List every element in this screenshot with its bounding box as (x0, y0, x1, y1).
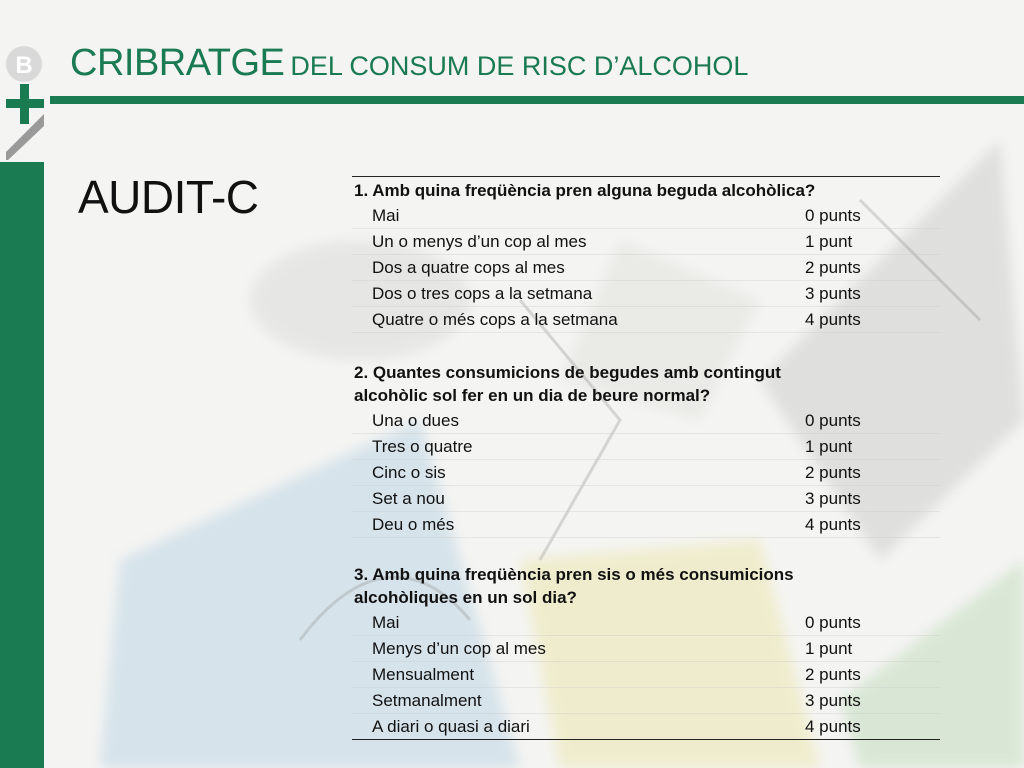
question-3-line-1: 3. Amb quina freqüència pren sis o més consumicions (354, 565, 794, 584)
option-label: Cinc o sis (372, 463, 446, 482)
option-points: 3 punts (805, 489, 861, 508)
list-item (352, 281, 940, 307)
option-points: 2 punts (805, 258, 861, 277)
left-accent-bar (0, 162, 44, 768)
option-points: 0 punts (805, 206, 861, 225)
list-item (352, 636, 940, 662)
list-item (352, 486, 940, 512)
list-item (352, 408, 940, 434)
option-label: Deu o més (372, 515, 455, 534)
section-spacer (352, 538, 940, 563)
option-label: A diari o quasi a diari (372, 717, 530, 736)
option-points: 0 punts (805, 613, 861, 632)
question-2-line-1: 2. Quantes consumicions de begudes amb contingut (354, 363, 781, 382)
option-label: Un o menys d’un cop al mes (372, 232, 587, 251)
question-3-text (352, 563, 940, 610)
list-item (352, 512, 940, 538)
option-points: 4 punts (805, 717, 861, 736)
section-spacer (352, 333, 940, 361)
page-title-main: CRIBRATGE (70, 42, 285, 84)
question-3-line-2: alcohòliques en un sol dia? (354, 588, 577, 607)
option-label: Quatre o més cops a la setmana (372, 310, 618, 329)
option-label: Dos a quatre cops al mes (372, 258, 565, 277)
option-label: Tres o quatre (372, 437, 473, 456)
header-divider (50, 96, 1024, 104)
option-label: Mensualment (372, 665, 475, 684)
option-points: 2 punts (805, 665, 861, 684)
option-label: Dos o tres cops a la setmana (372, 284, 593, 303)
option-points: 1 punt (805, 437, 853, 456)
page-title-sub: DEL CONSUM DE RISC D’ALCOHOL (290, 51, 749, 81)
logo-icon (0, 40, 52, 160)
audit-c-questionnaire (352, 176, 940, 740)
option-points: 4 punts (805, 310, 861, 329)
option-points: 2 punts (805, 463, 861, 482)
option-points: 4 punts (805, 515, 861, 534)
option-label: Mai (372, 613, 400, 632)
list-item (352, 434, 940, 460)
option-points: 1 punt (805, 232, 853, 251)
question-2-text (352, 361, 940, 408)
page-title (70, 42, 748, 85)
list-item (352, 688, 940, 714)
list-item (352, 460, 940, 486)
option-points: 0 punts (805, 411, 861, 430)
list-item (352, 203, 940, 229)
option-points: 3 punts (805, 691, 861, 710)
option-label: Set a nou (372, 489, 445, 508)
question-1-text: 1. Amb quina freqüència pren alguna beguda alcohòlica? (354, 181, 816, 200)
list-item (352, 307, 940, 333)
option-label: Mai (372, 206, 400, 225)
option-points: 1 punt (805, 639, 853, 658)
list-item (352, 610, 940, 636)
option-label: Una o dues (372, 411, 459, 430)
list-item (352, 662, 940, 688)
option-label: Setmanalment (372, 691, 482, 710)
list-item (352, 255, 940, 281)
slide-heading: AUDIT-C (78, 171, 259, 223)
option-label: Menys d’un cop al mes (372, 639, 546, 658)
question-2-line-2: alcohòlic sol fer en un dia de beure normal? (354, 386, 711, 405)
list-item (352, 229, 940, 255)
svg-text:B: B (15, 52, 33, 79)
option-points: 3 punts (805, 284, 861, 303)
list-item (352, 714, 940, 740)
